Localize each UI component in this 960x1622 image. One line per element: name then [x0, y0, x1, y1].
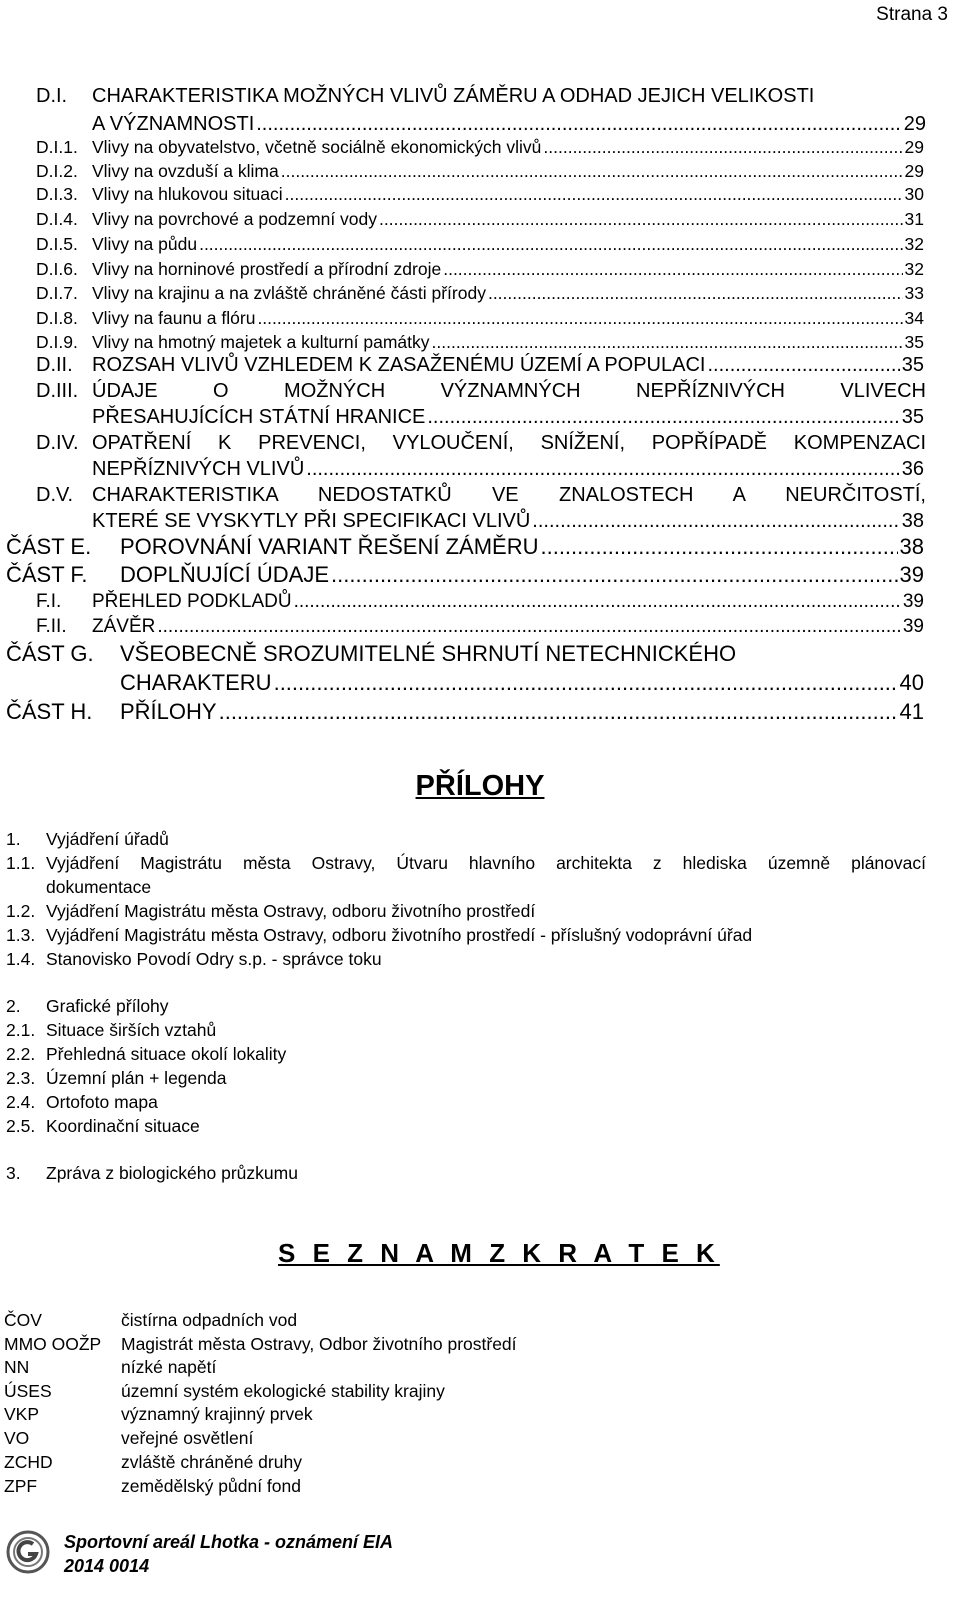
toc-page: 35 — [901, 354, 924, 376]
toc-page: 35 — [904, 332, 924, 352]
toc-entry-part-h[interactable] — [6, 699, 924, 725]
toc-page: 29 — [903, 113, 926, 135]
toc-entry-d-i-7[interactable] — [36, 283, 924, 304]
toc-entry-d-i-4[interactable] — [36, 209, 924, 230]
toc-number: D.I.9. — [36, 332, 78, 352]
toc-page: 39 — [902, 616, 924, 637]
attachment-number: 2. — [6, 996, 21, 1016]
toc-number: D.IV. — [36, 432, 79, 454]
abbreviation-meaning: zemědělský půdní fond — [121, 1476, 301, 1496]
abbreviation-meaning: nízké napětí — [121, 1357, 217, 1377]
toc-title: VŠEOBECNĚ SROZUMITELNÉ SHRNUTÍ NETECHNICKÉHO — [120, 641, 737, 666]
attachment-number: 1.4. — [6, 949, 36, 969]
attachment-number: 2.4. — [6, 1092, 36, 1112]
toc-number: D.I. — [36, 85, 68, 107]
abbreviation: VO — [4, 1428, 30, 1448]
toc-title: DOPLŇUJÍCÍ ÚDAJE — [120, 562, 330, 587]
toc-entry-part-g-cont[interactable] — [120, 670, 924, 696]
toc-number: D.I.2. — [36, 161, 78, 181]
attachment-number: 1.3. — [6, 925, 36, 945]
attachment-number: 3. — [6, 1163, 21, 1183]
toc-page: 35 — [901, 406, 924, 428]
abbreviation: VKP — [4, 1404, 40, 1424]
toc-number: D.I.1. — [36, 137, 78, 157]
toc-page: 32 — [904, 234, 924, 254]
toc-title: Vlivy na půdu — [92, 234, 198, 254]
toc-title: A VÝZNAMNOSTI — [92, 113, 255, 135]
abbreviation: MMO OOŽP — [4, 1334, 102, 1354]
toc-entry-d-i-5[interactable] — [36, 234, 924, 255]
toc-title: NEPŘÍZNIVÝCH VLIVŮ — [92, 458, 305, 480]
abbreviation-meaning: veřejné osvětlení — [121, 1428, 254, 1448]
attachments-heading: PŘÍLOHY — [415, 770, 545, 802]
toc-page: 34 — [904, 308, 924, 328]
attachment-text: Vyjádření Magistrátu města Ostravy, Útvaru hlavního architekta z hlediska územně plánovací — [46, 853, 926, 873]
attachment-number: 2.1. — [6, 1020, 36, 1040]
toc-page: 38 — [901, 510, 924, 532]
toc-number: F.II. — [36, 616, 67, 637]
toc-number: D.I.3. — [36, 184, 78, 204]
attachment-number: 1.2. — [6, 901, 36, 921]
attachment-text: Grafické přílohy — [46, 996, 169, 1016]
toc-entry-part-g[interactable] — [6, 641, 924, 667]
toc-page: 33 — [904, 283, 924, 303]
abbreviation-meaning: zvláště chráněné druhy — [121, 1452, 302, 1472]
toc-number: D.I.4. — [36, 209, 78, 229]
toc-page: 31 — [904, 209, 924, 229]
footer — [64, 1530, 393, 1578]
toc-number: D.V. — [36, 484, 74, 506]
abbreviation: ZCHD — [4, 1452, 53, 1472]
toc-page: 39 — [899, 562, 924, 587]
toc-title: OPATŘENÍ K PREVENCI, VYLOUČENÍ, SNÍŽENÍ, POPŘÍPADĚ KOMPENZACI — [92, 432, 926, 454]
abbreviation-meaning: čistírna odpadních vod — [121, 1310, 298, 1330]
toc-entry-d-i-3[interactable] — [36, 184, 924, 205]
toc-page: 39 — [902, 591, 924, 612]
toc-entry-f-i[interactable] — [36, 591, 924, 613]
toc-number: D.II. — [36, 354, 73, 376]
toc-page: 29 — [904, 137, 924, 157]
toc-title: Vlivy na povrchové a podzemní vody — [92, 209, 378, 229]
toc-page: 41 — [899, 699, 924, 724]
attachment-text: Vyjádření Magistrátu města Ostravy, odboru životního prostředí - příslušný vodoprávní úřad — [46, 925, 753, 945]
toc-entry-d-iii-cont[interactable] — [92, 406, 924, 429]
page-number: Strana 3 — [876, 4, 948, 25]
toc-page: 29 — [904, 161, 924, 181]
attachment-text: Vyjádření Magistrátu města Ostravy, odboru životního prostředí — [46, 901, 536, 921]
toc-title: Vlivy na hmotný majetek a kulturní památky — [92, 332, 430, 352]
toc-page: 40 — [899, 670, 924, 695]
toc-title: CHARAKTERISTIKA MOŽNÝCH VLIVŮ ZÁMĚRU A ODHAD JEJICH VELIKOSTI — [92, 85, 815, 107]
abbreviation: ČOV — [4, 1310, 42, 1330]
toc-entry-d-ii[interactable] — [36, 354, 924, 377]
toc-entry-d-v-cont[interactable] — [92, 510, 924, 533]
attachment-number: 1.1. — [6, 853, 36, 873]
toc-number: ČÁST G. — [6, 641, 94, 666]
toc-number: D.I.8. — [36, 308, 78, 328]
attachment-text: Situace širších vztahů — [46, 1020, 217, 1040]
toc-title: Vlivy na hlukovou situaci — [92, 184, 283, 204]
attachment-text: Vyjádření úřadů — [46, 829, 169, 849]
toc-page: 30 — [904, 184, 924, 204]
toc-entry-part-f[interactable] — [6, 562, 924, 588]
toc-entry-d-iv-cont[interactable] — [92, 458, 924, 481]
abbreviation: NN — [4, 1357, 30, 1377]
attachment-text: Územní plán + legenda — [46, 1068, 227, 1088]
attachment-text: dokumentace — [46, 877, 152, 897]
toc-title: ÚDAJE O MOŽNÝCH VÝZNAMNÝCH NEPŘÍZNIVÝCH VLIVECH — [92, 380, 926, 402]
toc-title: CHARAKTERU — [120, 670, 272, 695]
toc-entry-d-i-8[interactable] — [36, 308, 924, 329]
toc-entry-d-i-1[interactable] — [36, 137, 924, 158]
toc-entry-d-i-cont[interactable] — [92, 113, 926, 136]
toc-number: D.III. — [36, 380, 79, 402]
toc-entry-d-i-9[interactable] — [36, 332, 924, 353]
toc-title: Vlivy na ovzduší a klima — [92, 161, 279, 181]
toc-title: PŘESAHUJÍCÍCH STÁTNÍ HRANICE — [92, 406, 426, 428]
toc-entry-d-i-2[interactable] — [36, 161, 924, 182]
abbreviation-meaning: Magistrát města Ostravy, Odbor životního prostředí — [121, 1334, 517, 1354]
toc-title: PŘEHLED PODKLADŮ — [92, 591, 292, 612]
toc-number: D.I.5. — [36, 234, 78, 254]
abbreviation-meaning: významný krajinný prvek — [121, 1404, 313, 1424]
toc-title: Vlivy na obyvatelstvo, včetně sociálně ekonomických vlivů — [92, 137, 542, 157]
attachment-text: Ortofoto mapa — [46, 1092, 158, 1112]
toc-title: CHARAKTERISTIKA NEDOSTATKŮ VE ZNALOSTECH A NEURČITOSTÍ, — [92, 484, 926, 506]
attachment-text: Stanovisko Povodí Odry s.p. - správce toku — [46, 949, 382, 969]
toc-title: KTERÉ SE VYSKYTLY PŘI SPECIFIKACI VLIVŮ — [92, 510, 531, 532]
toc-title: ROZSAH VLIVŮ VZHLEDEM K ZASAŽENÉMU ÚZEMÍ A POPULACI — [92, 354, 706, 376]
toc-entry-d-i-6[interactable] — [36, 259, 924, 280]
attachment-text: Přehledná situace okolí lokality — [46, 1044, 287, 1064]
attachment-number: 2.5. — [6, 1116, 36, 1136]
toc-entry-part-e[interactable] — [6, 534, 924, 560]
toc-title: Vlivy na horninové prostředí a přírodní zdroje — [92, 259, 442, 279]
attachment-number: 1. — [6, 829, 21, 849]
company-logo-icon — [6, 1530, 50, 1574]
toc-page: 38 — [899, 534, 924, 559]
toc-page: 36 — [901, 458, 924, 480]
toc-number: F.I. — [36, 591, 62, 612]
toc-number: ČÁST E. — [6, 534, 92, 559]
abbreviation-meaning: územní systém ekologické stability krajiny — [121, 1381, 445, 1401]
attachment-number: 2.3. — [6, 1068, 36, 1088]
toc-number: ČÁST H. — [6, 699, 93, 724]
abbreviation: ZPF — [4, 1476, 38, 1496]
attachment-number: 2.2. — [6, 1044, 36, 1064]
attachment-text: Koordinační situace — [46, 1116, 200, 1136]
toc-title: Vlivy na krajinu a na zvláště chráněné části přírody — [92, 283, 486, 303]
footer-project-title: Sportovní areál Lhotka - oznámení EIA — [64, 1532, 394, 1552]
attachment-text: Zpráva z biologického průzkumu — [46, 1163, 298, 1183]
toc-number: D.I.6. — [36, 259, 78, 279]
toc-title: Vlivy na faunu a flóru — [92, 308, 256, 328]
toc-title: ZÁVĚR — [92, 616, 156, 637]
toc-number: D.I.7. — [36, 283, 78, 303]
toc-title: POROVNÁNÍ VARIANT ŘEŠENÍ ZÁMĚRU — [120, 534, 539, 559]
toc-page: 32 — [904, 259, 924, 279]
abbreviation: ÚSES — [4, 1381, 52, 1401]
toc-entry-f-ii[interactable] — [36, 616, 924, 638]
abbreviations-heading: S E Z N A M Z K R A T E K — [278, 1238, 720, 1268]
toc-title: PŘÍLOHY — [120, 699, 217, 724]
toc-number: ČÁST F. — [6, 562, 88, 587]
footer-project-number: 2014 0014 — [64, 1556, 150, 1576]
